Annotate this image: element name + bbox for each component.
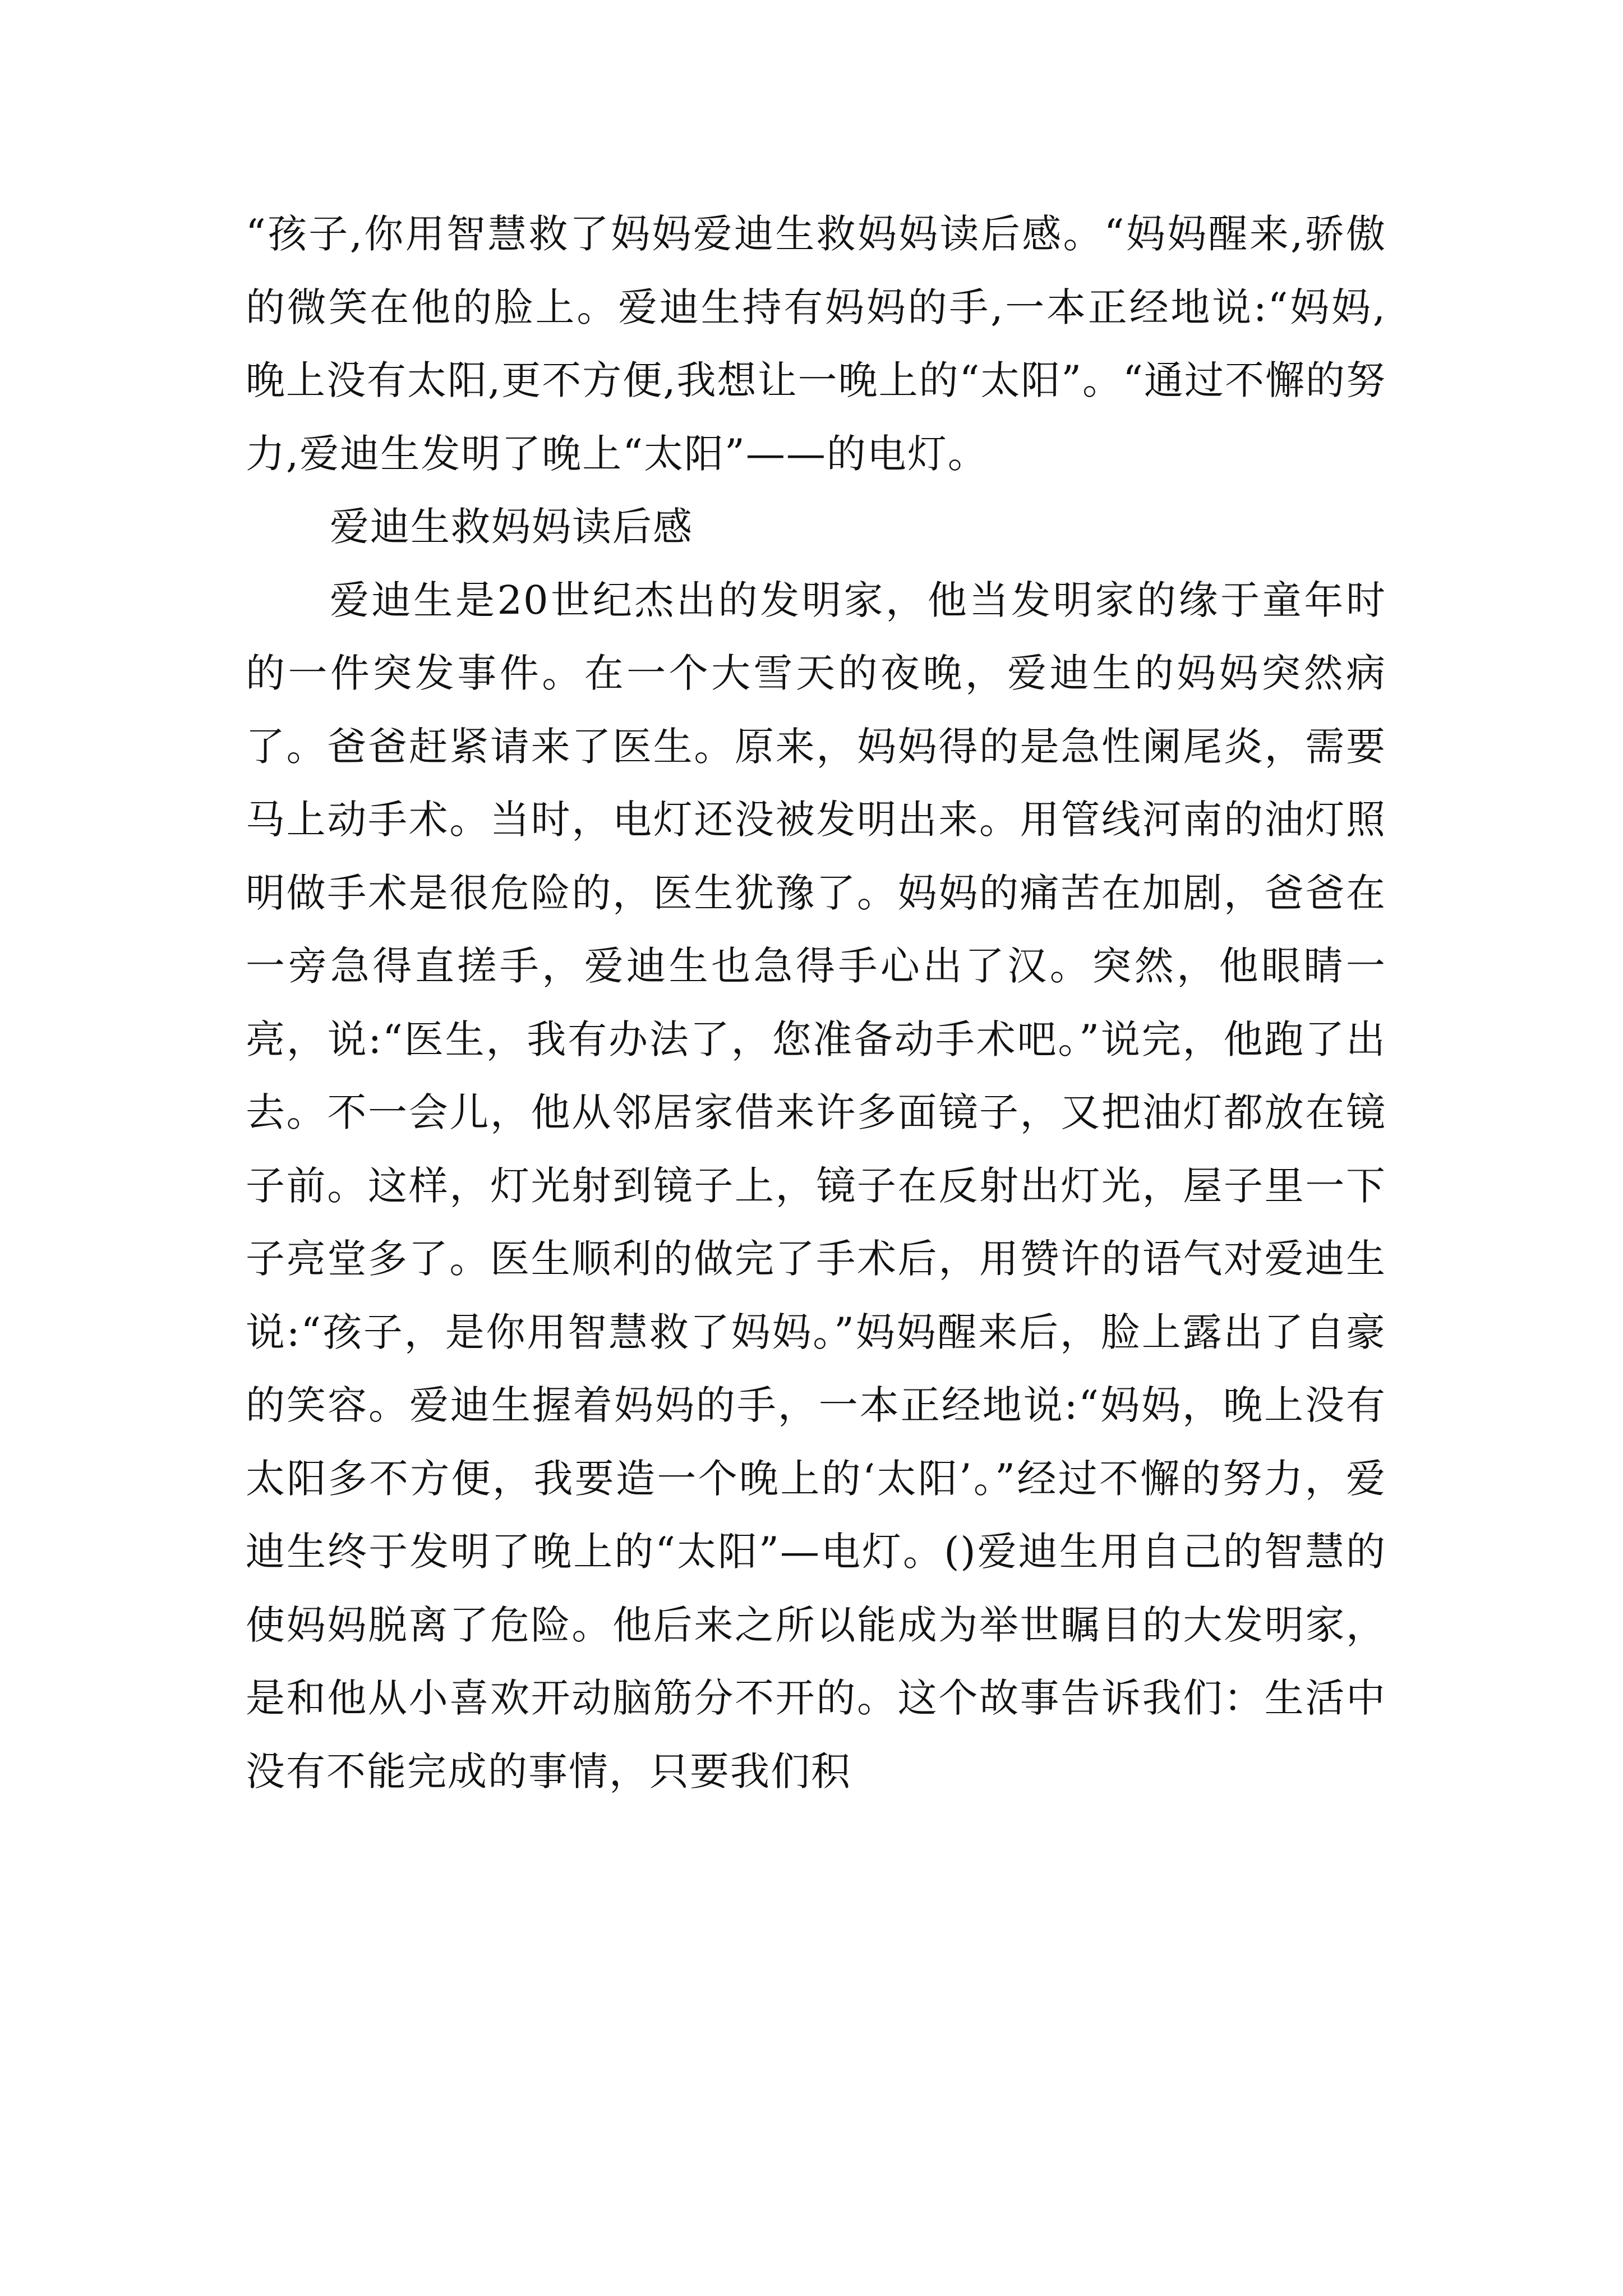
section-title: 爱迪生救妈妈读后感 <box>330 504 693 550</box>
paragraph-main: 爱迪生是20世纪杰出的发明家，他当发明家的缘于童年时的一件突发事件。在一个大雪天的夜晚，爱迪生的妈妈突然病了。爸爸赶紧请来了医生。原来，妈妈得的是急性阑尾炎，需要马上动手术。当时，电灯还没被发明出来。用管线河南的油灯照明做手术是很危险的，医生犹豫了。妈妈的痛苦在加剧，爸爸在一旁急得直搓手，爱迪生也急得手心出了汉。突然，他眼睛一亮，说:“医生，我有办法了，您准备动手术吧。”说完，他跑了出去。不一会儿，他从邻居家借来许多面镜子，又把油灯都放在镜子前。这样，灯光射到镜子上，镜子在反射出灯光，屋子里一下子亮堂多了。医生顺利的做完了手术后，用赞许的语气对爱迪生说:“孩子，是你用智慧救了妈妈。”妈妈醒来后，脸上露出了自豪的笑容。爱迪生握着妈妈的手，一本正经地说:“妈妈，晚上没有太阳多不方便，我要造一个晚上的‘太阳’。”经过不懈的努力，爱迪生终于发明了晚上的“太阳”—电灯。()爱迪生用自己的智慧的使妈妈脱离了危险。他后来之所以能成为举世瞩目的大发明家，是和他从小喜欢开动脑筋分不开的。这个故事告诉我们：生活中没有不能完成的事情，只要我们积 <box>246 577 1386 1795</box>
document-body <box>246 197 1386 1808</box>
paragraph-intro: “孩子,你用智慧救了妈妈爱迪生救妈妈读后感。“妈妈醒来,骄傲的微笑在他的脸上。爱迪生持有妈妈的手,一本正经地说:“妈妈,晚上没有太阳,更不方便,我想让一晚上的“太阳”。“通过不懈的努力,爱迪生发明了晚上“太阳”——的电灯。 <box>246 211 1386 477</box>
